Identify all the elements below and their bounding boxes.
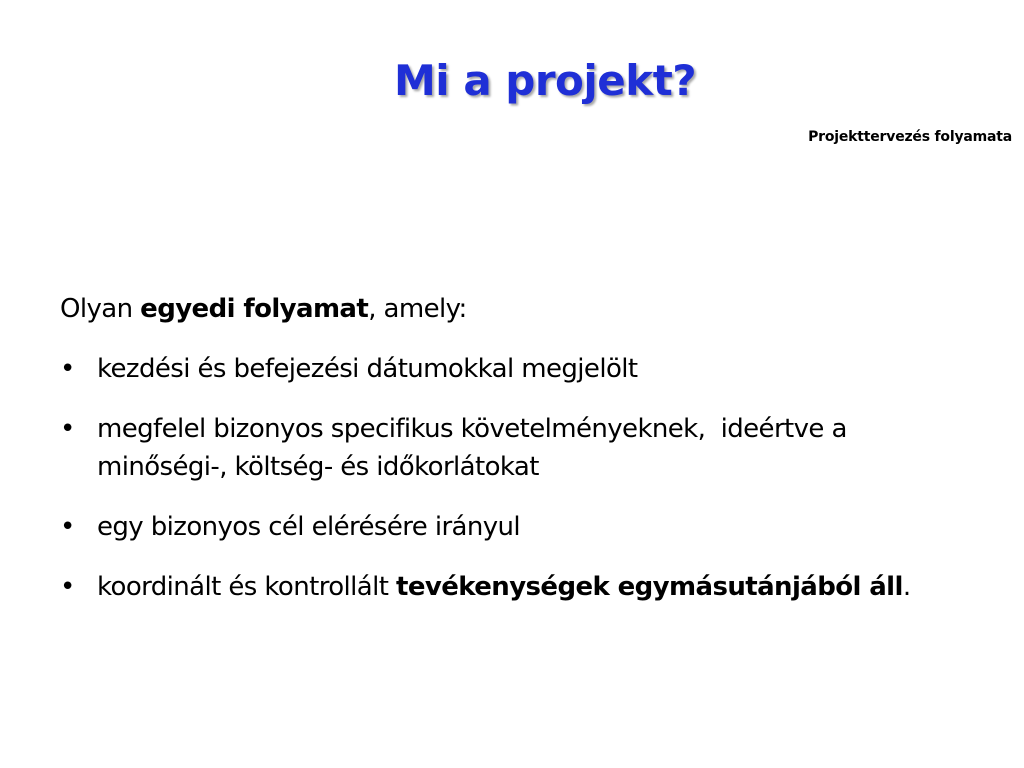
intro-line [60,290,960,328]
bullet-text-plain: koordinált és kontrollált [97,572,397,602]
bullet-text: kezdési és befejezési dátumokkal megjelölt [97,354,638,384]
bullet-icon: • [60,414,75,444]
slide-subtitle: Projekttervezés folyamata [808,129,1012,145]
bullet-icon: • [60,572,75,602]
bullet-text-rich [97,568,960,606]
bullet-text: megfelel bizonyos specifikus követelményeknek, ideértve a minőségi-, költség- és időkorlátokat [97,414,855,482]
bullet-text-bold: tevékenységek egymásutánjából áll [396,572,903,602]
slide-title: Mi a projekt? [394,56,697,105]
bullet-list [60,350,960,606]
bullet-icon: • [60,512,75,542]
intro-bold: egyedi folyamat [140,294,369,324]
slide-content [60,290,960,628]
bullet-item-requirements [60,410,960,486]
bullet-item-dates [60,350,960,388]
bullet-item-goal [60,508,960,546]
intro-suffix: , amely: [368,294,467,324]
intro-prefix: Olyan [60,294,141,324]
bullet-icon: • [60,354,75,384]
bullet-text: egy bizonyos cél elérésére irányul [97,512,521,542]
bullet-item-activities [60,568,960,606]
bullet-text-suffix: . [902,572,911,602]
